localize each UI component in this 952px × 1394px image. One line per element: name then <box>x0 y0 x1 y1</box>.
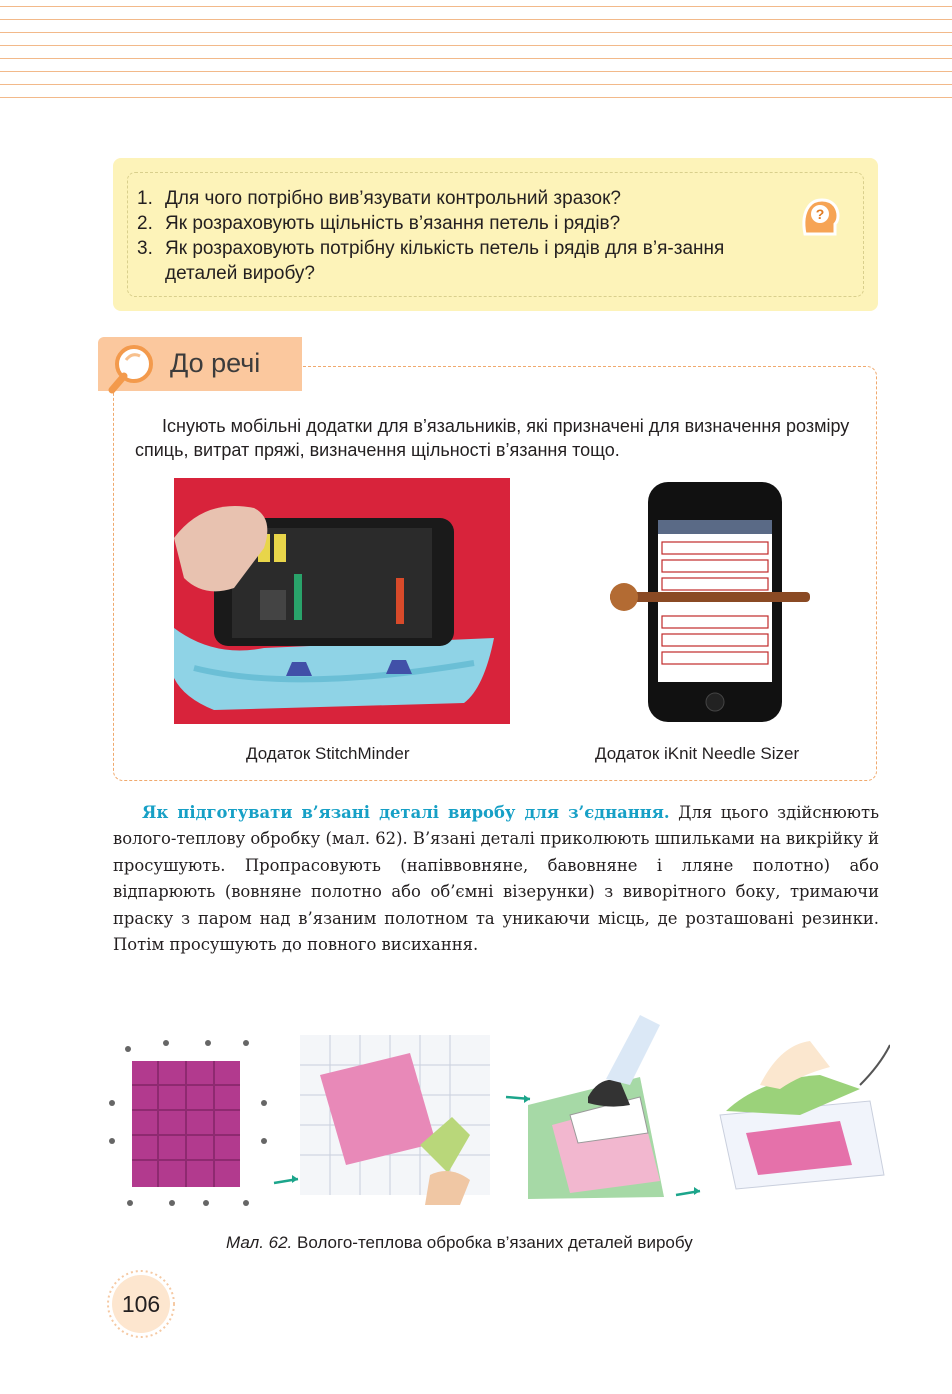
svg-text:?: ? <box>815 206 825 222</box>
fact-title: До речі <box>170 348 261 378</box>
figure-caption-text: Волого-теплова обробка в’язаних деталей виробу <box>292 1233 693 1252</box>
question-item <box>137 186 757 211</box>
figure-label: Мал. 62. <box>226 1233 293 1252</box>
questions-list <box>137 186 757 286</box>
caption-stitchminder: Додаток StitchMinder <box>246 744 410 763</box>
question-text: Як розраховують потрібну кількість петель і рядів для в’я-зання деталей виробу? <box>165 238 725 284</box>
iknit-needle-sizer-photo <box>610 480 810 724</box>
body-paragraph <box>113 800 879 958</box>
question-text: Для чого потрібно вив’язувати контрольний зразок? <box>165 188 621 209</box>
magnifier-icon <box>104 340 160 396</box>
question-item <box>137 236 757 286</box>
question-item <box>137 211 757 236</box>
paragraph-highlight: Як підготувати в’язані деталі виробу для з’єднання. <box>142 803 670 822</box>
questions-box <box>113 158 878 311</box>
stitchminder-photo <box>174 478 510 724</box>
header-rule-lines <box>0 0 952 105</box>
paragraph-text: Для цього здійснюють волого-теплову обробку (мал. 62). В’язані деталі приколюють шпильками на викрійку й просушують. Пропрасовують (напіввовняне, бавовняне і лляне полотно) або відпарюють (вовняне полотно або об’ємні візерунки) з виворітного боку, тримаючи праску з паром над в’язаним полотном та уникаючи місць, де розташовані резинки. Потім просушують до повного висихання. <box>113 803 879 955</box>
fact-text: Існують мобільні додатки для в’язальників, які призначені для визначення розміру спиць, витрат пряжі, визначення щільності в’язання тощо. <box>135 416 850 460</box>
question-number: 2. <box>137 213 153 234</box>
question-text: Як розраховують щільність в’язання петель і рядів? <box>165 213 621 234</box>
figure-caption <box>226 1233 693 1253</box>
question-head-icon <box>797 194 843 240</box>
question-number: 1. <box>137 188 153 209</box>
pinned-knit-square <box>109 1040 267 1206</box>
steam-iron-step <box>720 1041 890 1189</box>
spray-step <box>300 1035 490 1205</box>
ironing-step <box>528 1015 664 1199</box>
page-number: 106 <box>112 1275 170 1333</box>
figure-62-illustration <box>100 1005 890 1210</box>
caption-iknit: Додаток iKnit Needle Sizer <box>595 744 800 763</box>
question-number: 3. <box>137 238 153 259</box>
